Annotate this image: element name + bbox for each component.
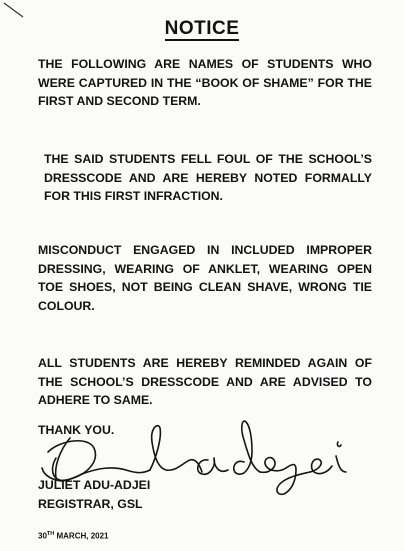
paragraph-students-captured: THE FOLLOWING ARE NAMES OF STUDENTS WHO WERE CAPTURED IN THE “BOOK OF SHAME” FOR THE FIRST AND SECOND TERM. [38,57,372,108]
paragraph-reminder: ALL STUDENTS ARE HEREBY REMINDED AGAIN OF THE SCHOOL’S DRESSCODE AND ARE ADVISED TO ADHERE TO SAME. [38,356,372,407]
notice-title-text: NOTICE [164,18,240,39]
paragraph-dresscode-infraction: THE SAID STUDENTS FELL FOUL OF THE SCHOOL’S DRESSCODE AND ARE HEREBY NOTED FORMALLY FOR THIS FIRST INFRACTION. [44,152,372,203]
date-suffix: TH [46,531,55,537]
date-month-year: MARCH, 2021 [54,531,109,541]
closing-thank-you: THANK YOU. [38,423,115,437]
date-day: 30 [38,531,47,541]
signatory-name: JULIET ADU-ADJEI [38,478,151,492]
paragraph-misconduct-list: MISCONDUCT ENGAGED IN INCLUDED IMPROPER DRESSING, WEARING OF ANKLET, WEARING OPEN TOE SHOES, NOT BEING CLEAN SHAVE, WRONG TIE COLOUR. [38,243,372,313]
notice-title [0,18,404,40]
notice-date [38,531,109,541]
signatory-title: REGISTRAR, GSL [38,497,143,511]
